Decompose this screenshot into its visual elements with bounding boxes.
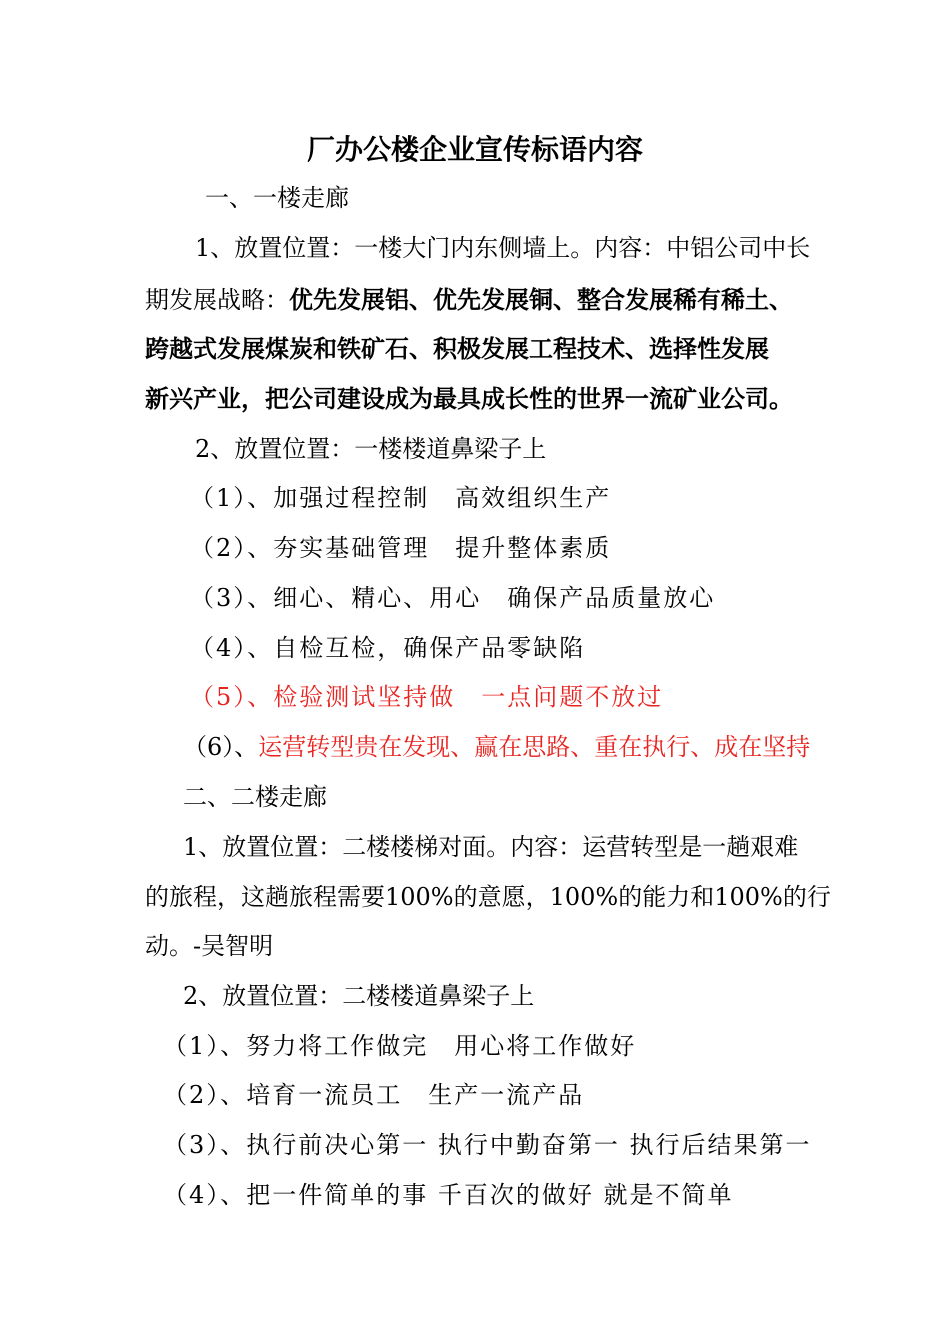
section1-item1-line4: 新兴产业，把公司建设成为最具成长性的世界一流矿业公司。: [145, 384, 793, 413]
section1-item1-line3: 跨越式发展煤炭和铁矿石、积极发展工程技术、选择性发展: [145, 334, 769, 363]
section2-slogan-2: （2）、培育一流员工 生产一流产品: [163, 1081, 585, 1109]
document-title: 厂办公楼企业宣传标语内容: [306, 133, 643, 166]
section1-slogan-6-prefix: （6）、: [183, 733, 259, 761]
section1-slogan-1: （1）、加强过程控制 高效组织生产: [190, 484, 612, 512]
section1-slogan-4: （4）、自检互检，确保产品零缺陷: [190, 634, 586, 662]
section1-item1-line2-plain: 期发展战略：: [145, 286, 289, 314]
section2-item1-line1: 1、放置位置：二楼楼梯对面。内容：运营转型是一趟艰难: [183, 833, 799, 861]
section2-slogan-1: （1）、努力将工作做完 用心将工作做好: [163, 1032, 637, 1060]
section1-heading: 一、一楼走廊: [205, 184, 349, 212]
section1-item1-line2: [145, 284, 793, 316]
section2-item2-lead: 2、放置位置：二楼楼道鼻梁子上: [183, 982, 535, 1010]
section2-item1-line2: 的旅程，这趟旅程需要100%的意愿，100%的能力和100%的行: [145, 883, 831, 911]
section1-slogan-3: （3）、细心、精心、用心 确保产品质量放心: [190, 584, 716, 612]
section2-item1-line3: 动。-吴智明: [145, 932, 274, 960]
section1-slogan-2: （2）、夯实基础管理 提升整体素质: [190, 534, 612, 562]
section2-slogan-3: （3）、执行前决心第一 执行中勤奋第一 执行后结果第一: [163, 1131, 812, 1159]
section1-item1-line2-bold: 优先发展铝、优先发展铜、整合发展稀有稀土、: [289, 285, 793, 314]
section2-heading: 二、二楼走廊: [183, 783, 327, 811]
section1-slogan-5: （5）、检验测试坚持做 一点问题不放过: [190, 683, 664, 711]
section1-item2-lead: 2、放置位置：一楼楼道鼻梁子上: [195, 435, 547, 463]
section1-slogan-6-text: 运营转型贵在发现、赢在思路、重在执行、成在坚持: [258, 733, 811, 761]
section1-item1-line1: 1、放置位置：一楼大门内东侧墙上。内容：中铝公司中长: [195, 234, 811, 262]
section1-slogan-6: [183, 731, 810, 763]
section2-slogan-4: （4）、把一件简单的事 千百次的做好 就是不简单: [163, 1181, 734, 1209]
